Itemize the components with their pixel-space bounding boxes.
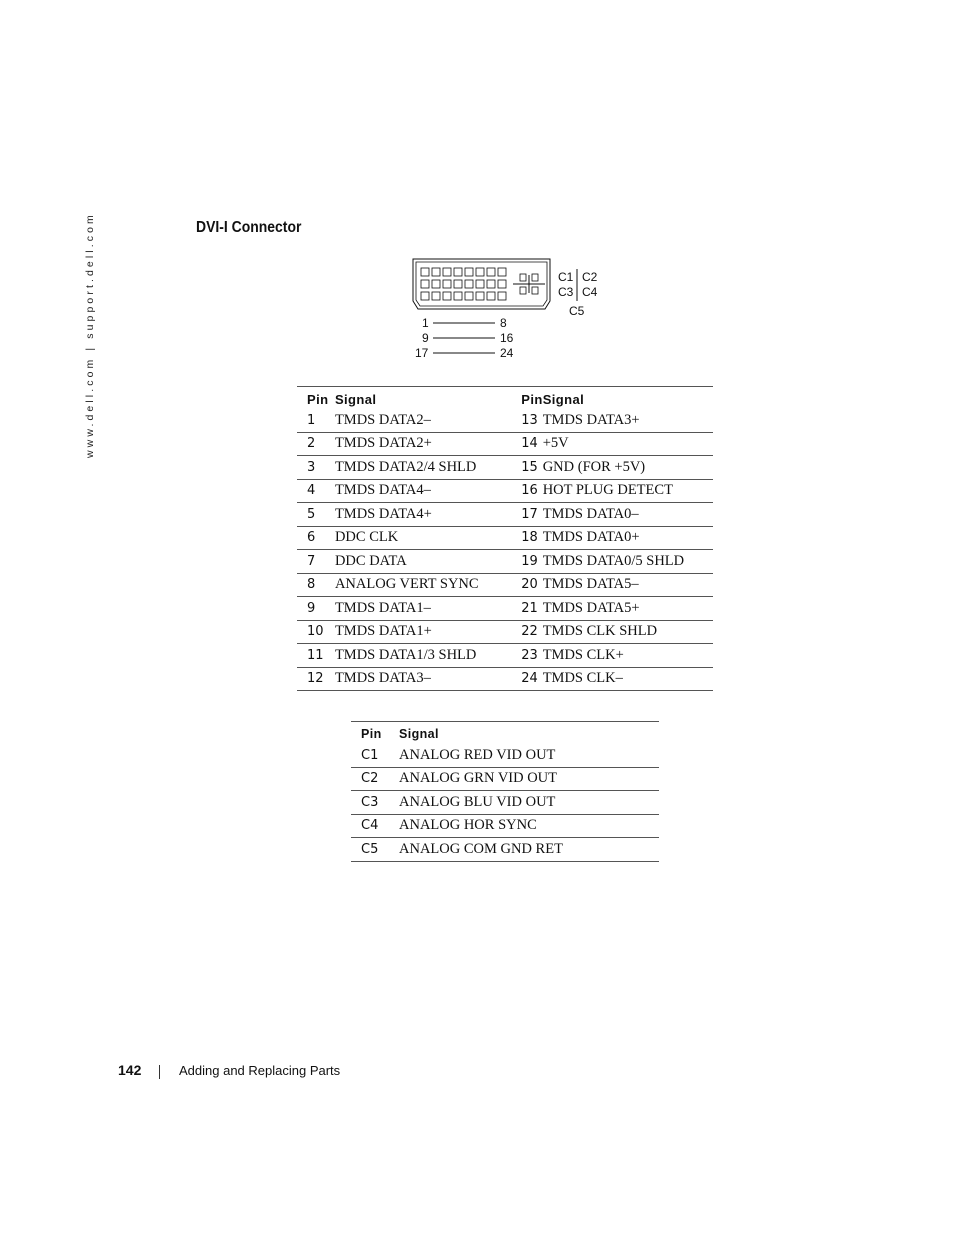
pin-number: C1 [351, 744, 399, 767]
signal-name: GND (FOR +5V) [543, 456, 713, 480]
table-row [297, 456, 713, 480]
dvi-connector-diagram [405, 253, 615, 368]
pin-number: C4 [351, 814, 399, 838]
pin-number: 22 [503, 620, 542, 644]
section-heading: DVI-I Connector [196, 219, 302, 236]
pin-number: 1 [297, 409, 335, 432]
connector-pin [432, 292, 440, 300]
header-pin: Pin [297, 387, 335, 410]
table-row [351, 791, 659, 815]
connector-pin [443, 292, 451, 300]
header-signal: Signal [543, 387, 713, 410]
header-signal: Signal [399, 722, 659, 745]
connector-pin [454, 268, 462, 276]
signal-name: TMDS DATA4– [335, 479, 503, 503]
signal-name: TMDS DATA5+ [543, 597, 713, 621]
pin-number: 3 [297, 456, 335, 480]
footer-divider [159, 1065, 160, 1079]
pin-number: 4 [297, 479, 335, 503]
header-pin: Pin [351, 722, 399, 745]
signal-name: TMDS DATA2+ [335, 432, 503, 456]
signal-name: TMDS DATA0/5 SHLD [543, 550, 713, 574]
label-pin-16: 16 [500, 331, 514, 345]
connector-pin [443, 280, 451, 288]
signal-name: TMDS DATA3– [335, 667, 503, 691]
signal-name: TMDS DATA1– [335, 597, 503, 621]
pin-number: 11 [297, 644, 335, 668]
signal-name: ANALOG COM GND RET [399, 838, 659, 862]
table-row [297, 573, 713, 597]
connector-pin [454, 292, 462, 300]
connector-pin [432, 268, 440, 276]
signal-name: DDC DATA [335, 550, 503, 574]
page-footer [0, 1062, 954, 1082]
connector-pin [476, 268, 484, 276]
signal-name: ANALOG VERT SYNC [335, 573, 503, 597]
dvi-pin-table [297, 386, 713, 691]
chapter-title: Adding and Replacing Parts [179, 1063, 341, 1078]
pin-number: 12 [297, 667, 335, 691]
table-row [297, 409, 713, 432]
pin-number: 13 [503, 409, 542, 432]
pin-number: 19 [503, 550, 542, 574]
label-pin-17: 17 [415, 346, 429, 360]
signal-name: ANALOG RED VID OUT [399, 744, 659, 767]
signal-name: TMDS DATA2– [335, 409, 503, 432]
table-row [297, 667, 713, 691]
table-row [351, 814, 659, 838]
signal-name: TMDS DATA3+ [543, 409, 713, 432]
table-row [297, 503, 713, 527]
label-c3: C3 [558, 285, 574, 299]
signal-name: TMDS DATA0+ [543, 526, 713, 550]
table-header-row [351, 722, 659, 745]
pin-number: 16 [503, 479, 542, 503]
signal-name: TMDS DATA1+ [335, 620, 503, 644]
analog-pins [513, 274, 545, 294]
table-row [351, 838, 659, 862]
signal-name: TMDS CLK– [543, 667, 713, 691]
pin-number: 24 [503, 667, 542, 691]
signal-name: ANALOG BLU VID OUT [399, 791, 659, 815]
connector-pin [487, 268, 495, 276]
pin-number: 21 [503, 597, 542, 621]
pin-number: 6 [297, 526, 335, 550]
pin-number: C5 [351, 838, 399, 862]
signal-name: TMDS DATA5– [543, 573, 713, 597]
label-pin-8: 8 [500, 316, 507, 330]
connector-pin [443, 268, 451, 276]
side-url-text: www.dell.com | support.dell.com [84, 212, 96, 458]
signal-name: TMDS DATA1/3 SHLD [335, 644, 503, 668]
pin-number: 10 [297, 620, 335, 644]
table-row [297, 550, 713, 574]
label-c2: C2 [582, 270, 598, 284]
analog-pin-table [351, 721, 659, 862]
pin-number: 9 [297, 597, 335, 621]
table-row [297, 526, 713, 550]
pin-grid [421, 268, 506, 300]
connector-pin [476, 280, 484, 288]
table-row [297, 597, 713, 621]
connector-pin [498, 292, 506, 300]
connector-pin [498, 268, 506, 276]
pin-number: C3 [351, 791, 399, 815]
pin-number: 8 [297, 573, 335, 597]
pin-number: 5 [297, 503, 335, 527]
signal-name: TMDS CLK SHLD [543, 620, 713, 644]
table-header-row [297, 387, 713, 410]
signal-name: HOT PLUG DETECT [543, 479, 713, 503]
connector-pin [498, 280, 506, 288]
pin-number: 7 [297, 550, 335, 574]
pin-number: 23 [503, 644, 542, 668]
pin-number: 2 [297, 432, 335, 456]
table-row [297, 432, 713, 456]
signal-name: ANALOG HOR SYNC [399, 814, 659, 838]
table-row [297, 644, 713, 668]
label-pin-9: 9 [422, 331, 429, 345]
table-row [351, 744, 659, 767]
signal-name: TMDS DATA0– [543, 503, 713, 527]
connector-pin [421, 280, 429, 288]
page-number: 142 [118, 1062, 142, 1078]
connector-pin [465, 280, 473, 288]
pin-number: 20 [503, 573, 542, 597]
header-pin: Pin [503, 387, 542, 410]
connector-pin [465, 268, 473, 276]
label-pin-24: 24 [500, 346, 514, 360]
pin-number: 18 [503, 526, 542, 550]
connector-pin [465, 292, 473, 300]
connector-pin [487, 280, 495, 288]
table-row [297, 479, 713, 503]
signal-name: ANALOG GRN VID OUT [399, 767, 659, 791]
label-c5: C5 [569, 304, 585, 318]
table-row [297, 620, 713, 644]
signal-name: DDC CLK [335, 526, 503, 550]
signal-name: TMDS CLK+ [543, 644, 713, 668]
connector-pin [454, 280, 462, 288]
pin-number: 14 [503, 432, 542, 456]
connector-pin [421, 268, 429, 276]
pin-number: 17 [503, 503, 542, 527]
signal-name: TMDS DATA4+ [335, 503, 503, 527]
signal-name: TMDS DATA2/4 SHLD [335, 456, 503, 480]
connector-pin [476, 292, 484, 300]
connector-pin [421, 292, 429, 300]
pin-number: C2 [351, 767, 399, 791]
signal-name: +5V [543, 432, 713, 456]
table-row [351, 767, 659, 791]
pin-number: 15 [503, 456, 542, 480]
connector-pin [432, 280, 440, 288]
label-c1: C1 [558, 270, 574, 284]
label-c4: C4 [582, 285, 598, 299]
label-pin-1: 1 [422, 316, 429, 330]
header-signal: Signal [335, 387, 503, 410]
connector-pin [487, 292, 495, 300]
